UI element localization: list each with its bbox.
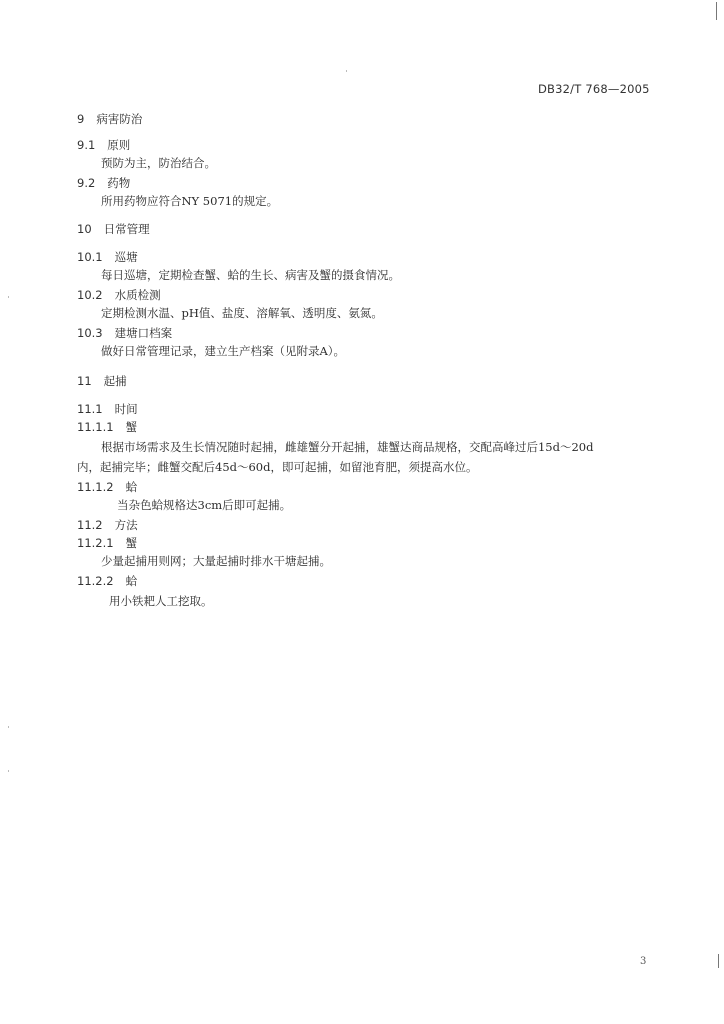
section-title: 巡塘 xyxy=(114,250,138,264)
scan-edge-mark xyxy=(718,954,719,968)
standard-code: DB32/T 768—2005 xyxy=(538,82,650,96)
section-number: 11.2.2 xyxy=(77,574,114,588)
section-10-1-body: 每日巡塘，定期检查蟹、蛤的生长、病害及蟹的摄食情况。 xyxy=(101,268,400,282)
section-number: 11.2.1 xyxy=(77,536,114,550)
section-title: 原则 xyxy=(107,138,131,152)
scan-edge-mark xyxy=(716,2,717,20)
section-number: 10.3 xyxy=(77,326,103,340)
section-number: 10.1 xyxy=(77,250,103,264)
section-title: 蟹 xyxy=(125,536,138,550)
section-10-1-heading xyxy=(77,250,138,264)
section-10-3-heading xyxy=(77,326,172,340)
section-number: 11.1.2 xyxy=(77,480,114,494)
section-title: 时间 xyxy=(114,402,138,416)
section-11-heading xyxy=(77,374,127,388)
scan-speck xyxy=(8,296,9,298)
section-11-1-2-body: 当杂色蛤规格达3cm后即可起捕。 xyxy=(117,498,292,512)
section-title: 建塘口档案 xyxy=(114,326,173,340)
section-number: 9.2 xyxy=(77,176,96,190)
section-11-2-2-body: 用小铁耙人工挖取。 xyxy=(109,594,213,608)
section-title: 蛤 xyxy=(125,574,138,588)
section-10-3-body: 做好日常管理记录，建立生产档案（见附录A）。 xyxy=(101,344,346,358)
section-11-1-1-body-line-1: 根据市场需求及生长情况随时起捕，雌雄蟹分开起捕，雄蟹达商品规格，交配高峰过后15d～20d xyxy=(101,440,594,454)
section-9-2-body: 所用药物应符合NY 5071的规定。 xyxy=(101,194,279,208)
section-number: 10 xyxy=(77,222,92,236)
section-number: 11.1.1 xyxy=(77,420,114,434)
section-title: 蟹 xyxy=(125,420,138,434)
section-title: 蛤 xyxy=(125,480,138,494)
section-number: 11 xyxy=(77,374,92,388)
section-number: 9.1 xyxy=(77,138,96,152)
section-10-2-body: 定期检测水温、pH值、盐度、溶解氧、透明度、氨氮。 xyxy=(101,306,383,320)
section-number: 11.1 xyxy=(77,402,103,416)
section-9-1-body: 预防为主，防治结合。 xyxy=(101,156,216,170)
section-title: 方法 xyxy=(114,518,138,532)
section-title: 水质检测 xyxy=(114,288,161,302)
section-9-2-heading xyxy=(77,176,130,190)
section-title: 病害防治 xyxy=(96,112,143,126)
section-11-2-heading xyxy=(77,518,138,532)
section-11-1-1-body-line-2: 内，起捕完毕；雌蟹交配后45d～60d，即可起捕，如留池育肥，须提高水位。 xyxy=(77,460,478,474)
section-11-2-1-heading xyxy=(77,536,137,550)
section-9-1-heading xyxy=(77,138,130,152)
section-11-1-2-heading xyxy=(77,480,137,494)
section-number: 11.2 xyxy=(77,518,103,532)
scan-speck xyxy=(8,770,9,772)
scan-speck xyxy=(8,726,9,728)
section-10-2-heading xyxy=(77,288,161,302)
section-9-heading xyxy=(77,112,142,126)
section-11-2-1-body: 少量起捕用则网；大量起捕时排水干塘起捕。 xyxy=(101,554,331,568)
section-title: 日常管理 xyxy=(103,222,150,236)
section-11-1-heading xyxy=(77,402,138,416)
page-number: 3 xyxy=(640,956,647,967)
section-number: 9 xyxy=(77,112,85,126)
section-number: 10.2 xyxy=(77,288,103,302)
section-11-2-2-heading xyxy=(77,574,137,588)
section-11-1-1-heading xyxy=(77,420,137,434)
scan-speck xyxy=(346,70,347,72)
section-title: 药物 xyxy=(107,176,131,190)
section-title: 起捕 xyxy=(103,374,127,388)
section-10-heading xyxy=(77,222,150,236)
